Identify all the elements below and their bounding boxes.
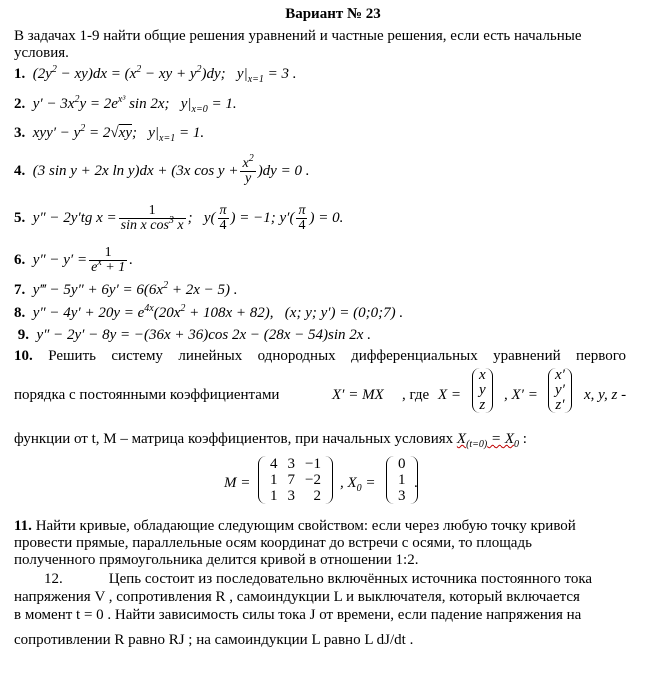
problem-10-matrices: M = 4 3 −1 1 7 −2 1 3 2 , $X_0$ = 0 1 3 . [224,456,418,504]
problem-10-line-3: функции от t, M – матрица коэффициентов, при начальных условиях $X_{(t=0)} = X_0$ : [14,431,527,450]
problem-3: 3. $xyy' - y^2 = 2√xy$; $y|_{x=1} = 1$. [14,123,205,144]
problem-11-line-3: полученного прямоугольника делится кривой в отношении 1:2. [14,552,419,568]
problem-6: 6. y″ − y′ = $\frac{1}{e^x + 1}$ . [14,245,133,275]
vector-X0: 0 1 3 [386,456,418,504]
problem-5: 5. y″ − 2y′tg x = $\frac{1}{\sin x \cos^3 x}$ ; y( $\frac{\pi}{4}$ ) = −1; y′( $\frac{\pi}{4}$ ) = 0. [14,203,344,233]
intro-line-1: В задачах 1-9 найти общие решения уравнений и частные решения, если есть начальные [14,28,582,44]
problem-10-line-2: порядка с постоянными коэффициентами X′ = MX , где X = x y z , X′ = x′ y′ z′ x, y, z - [14,367,627,413]
problem-12-line-1: 12. Цепь состоит из последовательно включённых источника постоянного тока [44,571,593,587]
problem-8: 8. $y'' - 4y' + 20y = e^{4x}(20x^2 + 108x + 82)$, (x; y; y′) = (0;0;7) . [14,303,404,321]
variant-title: Вариант № 23 [285,6,381,22]
problem-10-line-1: 10. Решить систему линейных однородных дифференциальных уравнений первого [14,348,626,364]
vector-X-prime: x′ y′ z′ [548,368,572,413]
problem-2: 2. $y' - 3x^2y = 2e^{x^3}$ sin 2x; $y|_{x=0} = 1$. [14,94,237,115]
problem-12-line-3: в момент t = 0 . Найти зависимость силы тока J от времени, если падение напряжения на [14,607,582,623]
problem-12-line-4: сопротивлении R равно RJ ; на самоиндукции L равно L dJ/dt . [14,632,414,648]
problem-4: 4. (3 sin y + 2x ln y)dx + (3x cos y + $\frac{x^2}{y}$ )dy = 0 . [14,153,310,186]
problem-11-line-1: 11. Найти кривые, обладающие следующим свойством: если через любую точку кривой [14,518,576,534]
vector-X: x y z [472,368,493,413]
problem-12-line-2: напряжения V , сопротивления R , самоиндукции L и выключателя, который включается [14,589,580,605]
problem-7: 7. y‴ − $5y'' + 6y' = 6(6x^2 + 2x - 5)$ . [14,280,238,298]
matrix-M: 4 3 −1 1 7 −2 1 3 2 [258,456,333,504]
problem-11-line-2: провести прямые, параллельные осям координат до встречи с осями, то площадь [14,535,532,551]
intro-line-2: условия. [14,45,69,61]
problem-1: 1. $(2y^2 - xy)dx = (x^2$ − xy + $y^2)dy$; $y|_{x=1} = 3$ . [14,64,297,85]
problem-9: 9. y″ − 2y′ − 8y = −(36x + 36)cos 2x − (28x − 54)sin 2x . [17,327,371,343]
